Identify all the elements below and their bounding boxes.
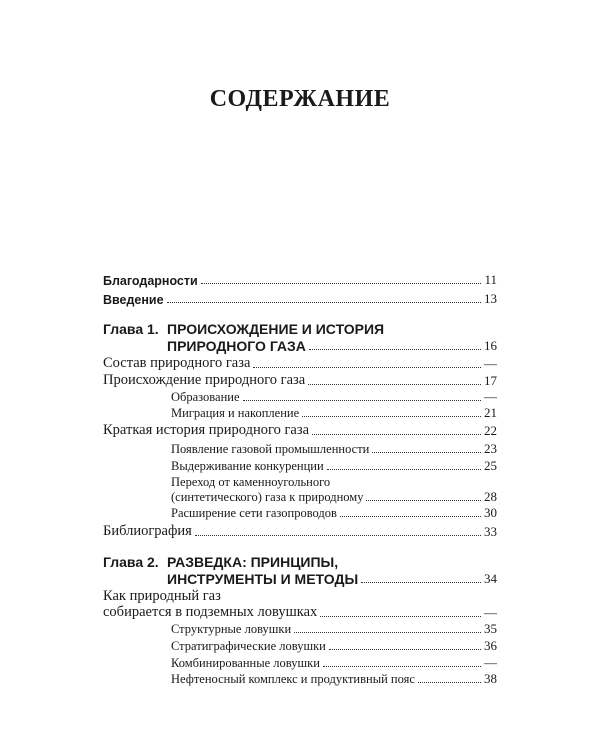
toc-subentry[interactable] [171,441,497,457]
toc-page-number: 16 [484,338,497,353]
toc-subentry[interactable] [171,489,497,505]
toc-page-number: 35 [484,621,497,636]
toc-entry[interactable] [103,372,497,389]
toc-subentry[interactable] [171,638,497,654]
dot-leader [309,349,481,350]
toc-page-number: 36 [484,638,497,653]
toc-page-number: 33 [484,524,497,539]
toc-page-number: 30 [484,505,497,520]
toc-subentry[interactable] [171,621,497,637]
toc-entry-label-line1: Как природный газ [103,588,221,604]
dot-leader [302,416,481,417]
dot-leader [361,582,481,583]
chapter-number: Глава 2. [103,554,159,570]
toc-page-number: 38 [484,671,497,686]
toc-entry-label-line2: собирается в подземных ловушках [103,604,318,620]
dot-leader [243,400,481,401]
dot-leader [366,500,481,501]
toc-entry-multiline[interactable] [103,588,221,605]
toc-page-number: 23 [484,441,497,456]
toc-entry-label-line1: Переход от каменноугольного [171,475,331,489]
toc-entry-label: Библиография [103,523,192,539]
chapter-title-line1: ПРОИСХОЖДЕНИЕ И ИСТОРИЯ [167,321,385,337]
toc-subentry[interactable] [171,671,497,687]
toc-entry-label: Образование [171,390,240,404]
toc-entry-label: Нефтеносный комплекс и продуктивный пояс [171,672,415,686]
toc-subentry[interactable] [171,389,497,405]
toc-entry[interactable] [103,422,497,439]
toc-subentry[interactable] [171,458,497,474]
toc-page-number: 22 [484,423,497,438]
dot-leader [308,384,481,385]
toc-subentry[interactable] [171,505,497,521]
chapter-title-line1: РАЗВЕДКА: ПРИНЦИПЫ, [167,554,339,570]
dot-leader [312,434,481,435]
toc-chapter-1[interactable] [103,321,497,357]
toc-page-number: — [484,389,497,404]
toc-entry-label: Происхождение природного газа [103,372,306,388]
toc-entry-label: Стратиграфические ловушки [171,639,326,653]
toc-entry-label: Расширение сети газопроводов [171,506,337,520]
toc-entry-label: Состав природного газа [103,355,251,371]
dot-leader [294,632,481,633]
toc-entry-label: Комбинированные ловушки [171,656,320,670]
toc-entry-label: Введение [103,293,164,307]
chapter-title-line2: ПРИРОДНОГО ГАЗА [167,338,306,354]
dot-leader [329,649,481,650]
toc-page-number: 25 [484,458,497,473]
toc-entry[interactable] [103,604,497,621]
dot-leader [340,516,481,517]
dot-leader [372,452,481,453]
toc-page-number: 11 [484,272,497,287]
chapter-title-line2: ИНСТРУМЕНТЫ И МЕТОДЫ [167,571,359,587]
toc-chapter-2[interactable] [103,554,497,590]
toc-entry-acknowledgements[interactable] [103,272,497,288]
dot-leader [320,616,481,617]
dot-leader [195,535,481,536]
toc-page-number: 28 [484,489,497,504]
toc-page-number: 21 [484,405,497,420]
toc-entry-label: Благодарности [103,274,198,288]
page-title: СОДЕРЖАНИЕ [209,86,391,112]
toc-page-number: — [484,655,497,670]
toc-page-number: 34 [484,571,497,586]
toc-entry-label: Миграция и накопление [171,406,300,420]
toc-entry-label: Краткая история природного газа [103,422,310,438]
toc-subentry[interactable] [171,655,497,671]
toc-page-number: — [484,605,497,620]
chapter-number: Глава 1. [103,321,159,337]
toc-subentry[interactable] [171,405,497,421]
dot-leader [323,666,481,667]
toc-page-number: 13 [484,291,497,306]
toc-entry-label: Выдерживание конкуренции [171,459,324,473]
dot-leader [201,283,482,284]
toc-page-number: — [484,356,497,371]
dot-leader [253,367,481,368]
toc-entry-introduction[interactable] [103,291,497,307]
toc-entry[interactable] [103,355,497,372]
dot-leader [327,469,481,470]
toc-entry[interactable] [103,523,497,540]
dot-leader [167,302,481,303]
toc-entry-label: Структурные ловушки [171,622,292,636]
toc-entry-label: Появление газовой промышленности [171,442,370,456]
toc-page-number: 17 [484,373,497,388]
dot-leader [418,682,481,683]
toc-entry-label-line2: (синтетического) газа к природному [171,490,364,504]
toc-subentry-multiline[interactable] [171,475,497,490]
